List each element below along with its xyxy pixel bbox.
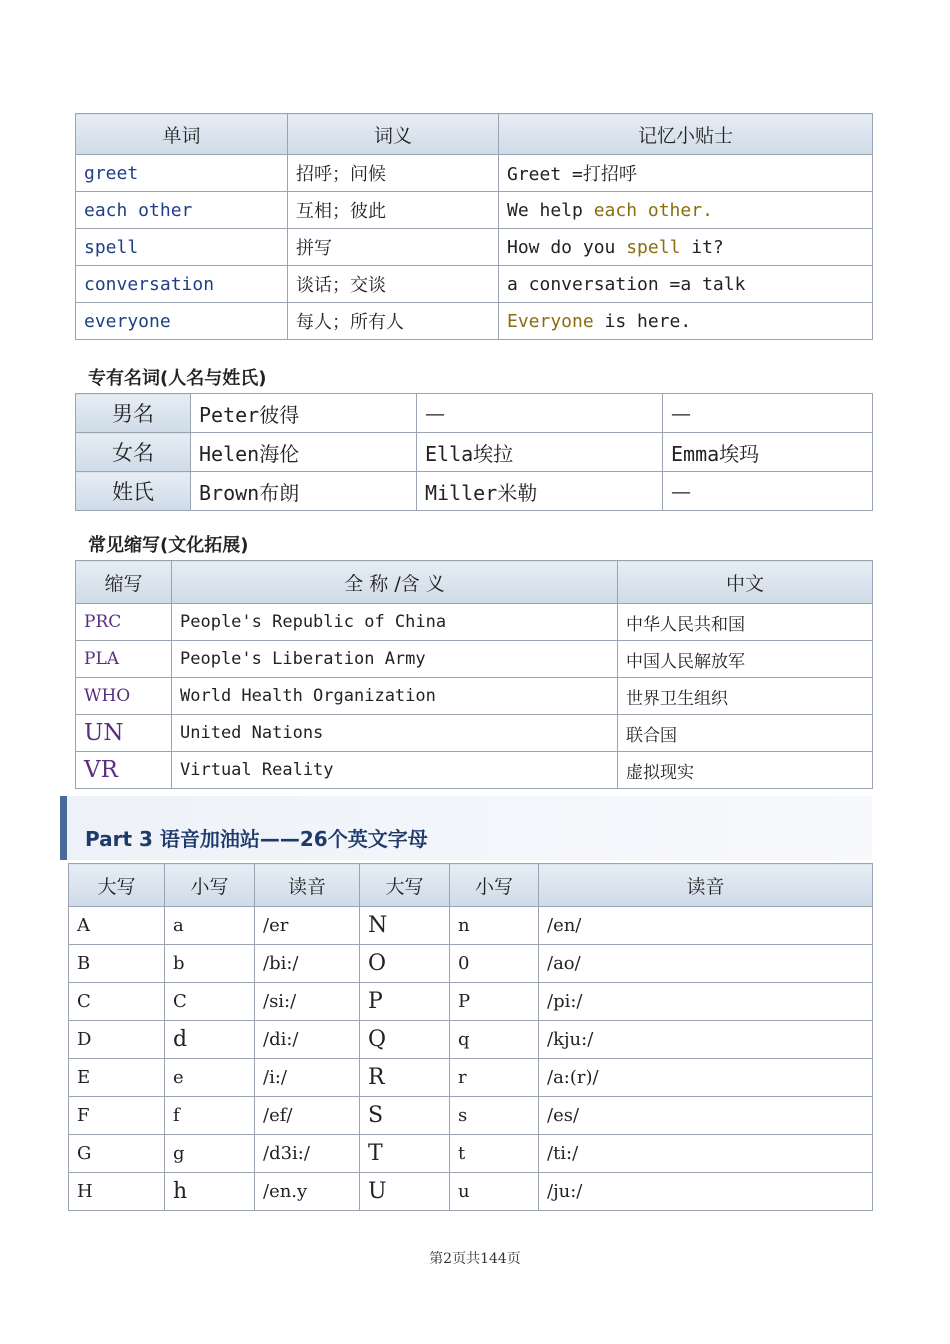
vocab-tip: Greet =打招呼 (499, 155, 873, 192)
vocab-tip: a conversation =a talk (499, 266, 873, 303)
vocab-header-tip: 记忆小贴士 (499, 114, 873, 155)
letter-lower: h (165, 1173, 255, 1211)
name-cell: — (663, 394, 873, 433)
names-row-label: 女名 (76, 433, 191, 472)
vocab-meaning: 互相；彼此 (288, 192, 499, 229)
vocab-word: spell (76, 229, 288, 266)
tip-highlight: Everyone (507, 310, 594, 332)
name-cell: Peter彼得 (191, 394, 417, 433)
vocab-word: conversation (76, 266, 288, 303)
table-row (76, 229, 873, 266)
vocab-tip (499, 192, 873, 229)
letter-upper: E (69, 1059, 165, 1097)
letter-sound: /i:/ (255, 1059, 360, 1097)
table-row (76, 472, 873, 511)
alphabet-header: 读音 (255, 864, 360, 907)
vocab-word: greet (76, 155, 288, 192)
letter-lower: 0 (450, 945, 539, 983)
letter-lower: r (450, 1059, 539, 1097)
page-footer: 第2页共144页 (429, 1251, 521, 1267)
tip-text: We help (507, 199, 594, 221)
abbr-full: United Nations (172, 715, 618, 752)
vocab-header-row (76, 114, 873, 155)
letter-upper: Q (360, 1021, 450, 1059)
abbr-cn: 联合国 (618, 715, 873, 752)
table-row (76, 641, 873, 678)
letter-lower: d (165, 1021, 255, 1059)
table-row (69, 1059, 873, 1097)
abbr-section-title: 常见缩写(文化拓展) (88, 535, 249, 556)
abbr-code: PRC (76, 604, 172, 641)
vocab-word: everyone (76, 303, 288, 340)
name-cell: Miller米勒 (417, 472, 663, 511)
name-cell: Emma埃玛 (663, 433, 873, 472)
table-row (69, 983, 873, 1021)
letter-upper: P (360, 983, 450, 1021)
table-row (76, 266, 873, 303)
letter-sound: /ef/ (255, 1097, 360, 1135)
letter-upper: R (360, 1059, 450, 1097)
alphabet-header: 大写 (69, 864, 165, 907)
table-row (69, 1021, 873, 1059)
letter-sound: /bi:/ (255, 945, 360, 983)
letter-upper: T (360, 1135, 450, 1173)
letter-sound: /er (255, 907, 360, 945)
letter-sound: /ju:/ (539, 1173, 873, 1211)
part3-banner (60, 796, 872, 860)
table-row (69, 1173, 873, 1211)
vocab-meaning: 每人；所有人 (288, 303, 499, 340)
letter-upper: S (360, 1097, 450, 1135)
letter-upper: G (69, 1135, 165, 1173)
alphabet-table (68, 863, 873, 1211)
tip-text: it? (680, 236, 724, 258)
letter-sound: /ao/ (539, 945, 873, 983)
vocab-meaning: 谈话；交谈 (288, 266, 499, 303)
tip-highlight: spell (626, 236, 681, 258)
letter-lower: s (450, 1097, 539, 1135)
alphabet-header: 小写 (450, 864, 539, 907)
table-row (76, 752, 873, 789)
letter-upper: A (69, 907, 165, 945)
letter-sound: /d3i:/ (255, 1135, 360, 1173)
letter-lower: f (165, 1097, 255, 1135)
table-row (76, 604, 873, 641)
letter-lower: a (165, 907, 255, 945)
vocab-tip (499, 303, 873, 340)
tip-text: How do you (507, 236, 627, 258)
table-row (76, 433, 873, 472)
letter-lower: g (165, 1135, 255, 1173)
table-row (69, 1135, 873, 1173)
names-row-label: 姓氏 (76, 472, 191, 511)
vocab-header-word: 单词 (76, 114, 288, 155)
part3-title: Part 3 语音加油站——26个英文字母 (85, 827, 428, 851)
letter-upper: D (69, 1021, 165, 1059)
abbr-full: People's Republic of China (172, 604, 618, 641)
letter-lower: b (165, 945, 255, 983)
abbr-cn: 虚拟现实 (618, 752, 873, 789)
table-row (76, 394, 873, 433)
letter-lower: C (165, 983, 255, 1021)
letter-sound: /di:/ (255, 1021, 360, 1059)
table-row (76, 678, 873, 715)
name-cell: Ella埃拉 (417, 433, 663, 472)
abbr-code: WHO (76, 678, 172, 715)
abbr-cn: 世界卫生组织 (618, 678, 873, 715)
vocab-table (75, 113, 873, 340)
names-table (75, 393, 873, 511)
vocab-meaning: 拼写 (288, 229, 499, 266)
abbr-table (75, 560, 873, 789)
name-cell: Brown布朗 (191, 472, 417, 511)
letter-upper: F (69, 1097, 165, 1135)
vocab-header-meaning: 词义 (288, 114, 499, 155)
table-row (76, 192, 873, 229)
tip-text: is here. (593, 310, 692, 332)
letter-lower: t (450, 1135, 539, 1173)
abbr-cn: 中国人民解放军 (618, 641, 873, 678)
names-section-title: 专有名词(人名与姓氏) (88, 368, 267, 389)
letter-sound: /si:/ (255, 983, 360, 1021)
letter-lower: q (450, 1021, 539, 1059)
letter-lower: n (450, 907, 539, 945)
letter-upper: B (69, 945, 165, 983)
name-cell: — (663, 472, 873, 511)
letter-upper: O (360, 945, 450, 983)
vocab-meaning: 招呼；问候 (288, 155, 499, 192)
letter-upper: U (360, 1173, 450, 1211)
abbr-full: Virtual Reality (172, 752, 618, 789)
letter-upper: N (360, 907, 450, 945)
letter-sound: /pi:/ (539, 983, 873, 1021)
tip-highlight: each other. (593, 199, 713, 221)
vocab-word: each other (76, 192, 288, 229)
abbr-code: VR (76, 752, 172, 789)
name-cell: Helen海伦 (191, 433, 417, 472)
alphabet-header: 大写 (360, 864, 450, 907)
table-row (69, 945, 873, 983)
name-cell: — (417, 394, 663, 433)
abbr-cn: 中华人民共和国 (618, 604, 873, 641)
table-row (76, 155, 873, 192)
abbr-full: People's Liberation Army (172, 641, 618, 678)
letter-sound: /kju:/ (539, 1021, 873, 1059)
table-row (76, 715, 873, 752)
letter-upper: C (69, 983, 165, 1021)
vocab-tip (499, 229, 873, 266)
letter-sound: /a:(r)/ (539, 1059, 873, 1097)
abbr-full: World Health Organization (172, 678, 618, 715)
abbr-header-abbr: 缩写 (76, 561, 172, 604)
letter-sound: /en.y (255, 1173, 360, 1211)
abbr-header-full: 全 称 /含 义 (172, 561, 618, 604)
table-row (76, 303, 873, 340)
letter-sound: /es/ (539, 1097, 873, 1135)
letter-lower: P (450, 983, 539, 1021)
abbr-header-row (76, 561, 873, 604)
letter-upper: H (69, 1173, 165, 1211)
letter-lower: e (165, 1059, 255, 1097)
letter-sound: /en/ (539, 907, 873, 945)
alphabet-header-row (69, 864, 873, 907)
letter-sound: /ti:/ (539, 1135, 873, 1173)
alphabet-header: 小写 (165, 864, 255, 907)
abbr-code: UN (76, 715, 172, 752)
names-row-label: 男名 (76, 394, 191, 433)
abbr-header-cn: 中文 (618, 561, 873, 604)
alphabet-header: 读音 (539, 864, 873, 907)
table-row (69, 907, 873, 945)
letter-lower: u (450, 1173, 539, 1211)
abbr-code: PLA (76, 641, 172, 678)
table-row (69, 1097, 873, 1135)
